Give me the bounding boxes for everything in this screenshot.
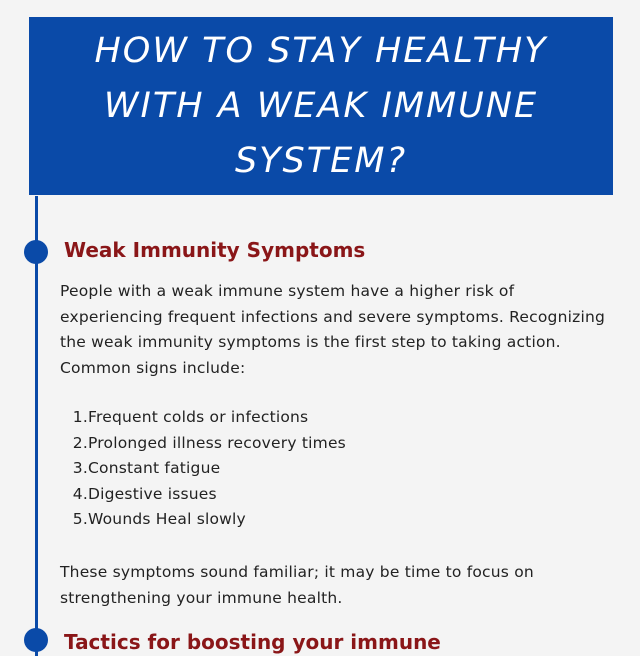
timeline-dot: [24, 628, 48, 652]
symptom-list: [68, 405, 346, 533]
list-number: 2.: [72, 433, 88, 452]
timeline-line: [35, 196, 38, 656]
intro-paragraph: People with a weak immune system have a higher risk of experiencing frequent infections and severe symptoms. Recognizing the weak immunity symptoms is the first step to taking action. Common signs include:: [60, 282, 606, 377]
list-item: [68, 507, 346, 533]
list-number: 4.: [72, 484, 88, 503]
list-item: [68, 405, 346, 431]
page-title: HOW TO STAY HEALTHY WITH A WEAK IMMUNE SYSTEM?: [94, 30, 548, 181]
list-text: Frequent colds or infections: [88, 408, 309, 426]
list-number: 5.: [72, 510, 88, 528]
list-item: [68, 456, 346, 482]
list-text: Constant fatigue: [88, 459, 221, 477]
section-title-tactics: Tactics for boosting your immune: [64, 630, 441, 654]
list-number: 3.: [72, 459, 88, 477]
list-text: Wounds Heal slowly: [88, 510, 246, 528]
list-text: Prolonged illness recovery times: [88, 433, 346, 452]
section-title-symptoms: Weak Immunity Symptoms: [64, 238, 366, 262]
list-item: [68, 482, 346, 508]
outro-paragraph: These symptoms sound familiar; it may be time to focus on strengthening your immune health.: [60, 563, 534, 607]
list-item: [68, 431, 346, 457]
list-text: Digestive issues: [88, 484, 217, 503]
header-banner: [29, 17, 613, 195]
timeline-dot: [24, 240, 48, 264]
list-number: 1.: [72, 408, 88, 426]
